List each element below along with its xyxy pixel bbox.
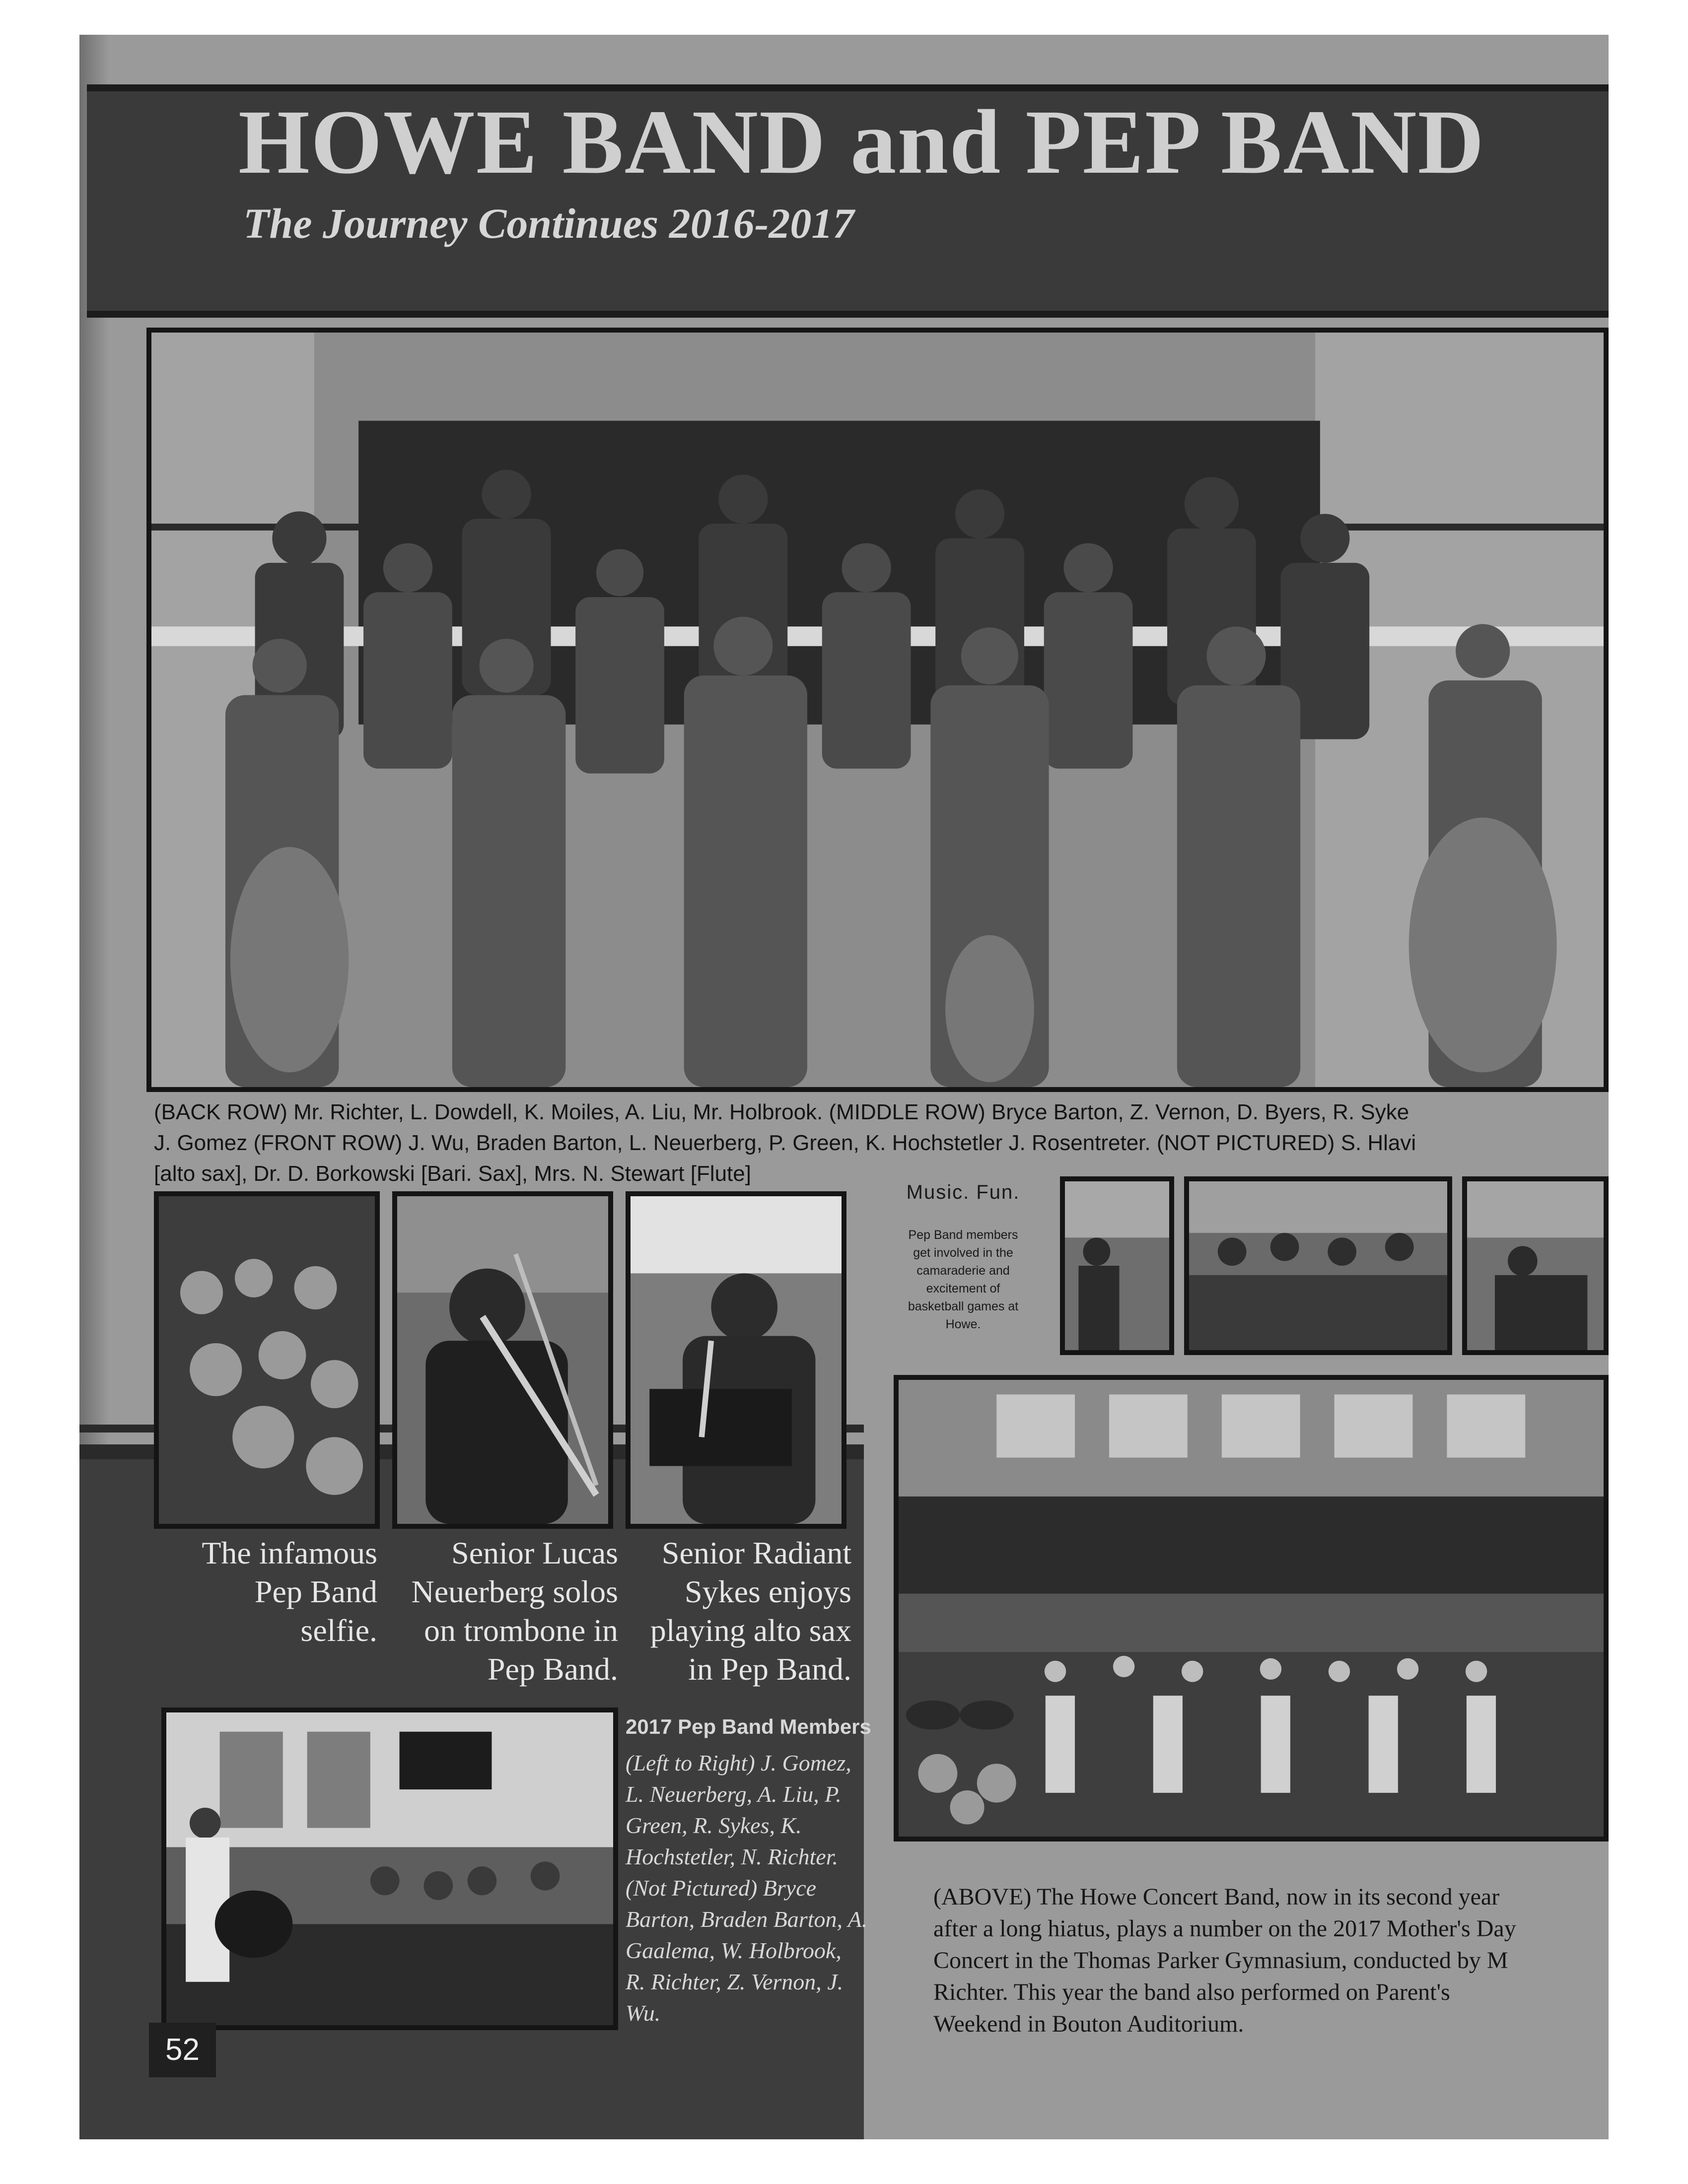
members-line: (Not Pictured) Bryce [626, 1875, 817, 1901]
alto-sax-caption [616, 1534, 851, 1689]
caption-line: Weekend in Bouton Auditorium. [933, 2011, 1244, 2037]
members-line: Gaalema, W. Holbrook, [626, 1938, 842, 1963]
members-line: (Left to Right) J. Gomez, [626, 1750, 851, 1775]
trombone-image [397, 1196, 608, 1524]
pep-band-photo-1 [1060, 1176, 1174, 1355]
yearbook-page [79, 35, 1609, 2139]
caption-line: The infamous [202, 1535, 377, 1570]
pep-band-photo-3 [1462, 1176, 1609, 1355]
concert-band-image [899, 1380, 1604, 1837]
caption-line: Pep Band. [487, 1651, 618, 1687]
concert-band-caption [933, 1881, 1609, 2040]
caption-line: Pep Band [254, 1574, 377, 1609]
caption-line: (BACK ROW) Mr. Richter, L. Dowdell, K. Moiles, A. Liu, Mr. Holbrook. (MIDDLE ROW) Bryce Barton, Z. Vernon, D. Byers, R. Syke [154, 1100, 1409, 1124]
concert-band-photo [894, 1375, 1609, 1842]
members-line: Hochstetler, N. Richter. [626, 1844, 838, 1869]
members-line: R. Richter, Z. Vernon, J. [626, 1969, 844, 1994]
caption-line: Richter. This year the band also performed on Parent's [933, 1979, 1450, 2005]
page-title: HOWE BAND and PEP BAND [238, 91, 1485, 193]
caption-line: playing alto sax [650, 1613, 851, 1648]
caption-line: after a long hiatus, plays a number on the 2017 Mother's Day [933, 1915, 1516, 1942]
pep-band-image-3 [1467, 1181, 1604, 1350]
page-number: 52 [149, 2023, 216, 2077]
bleachers-image [166, 1712, 613, 2025]
alto-sax-photo [626, 1191, 846, 1529]
members-title: 2017 Pep Band Members [626, 1715, 871, 1738]
caption-line: on trombone in [423, 1613, 618, 1648]
members-line: Wu. [626, 2000, 661, 2026]
page-subtitle: The Journey Continues 2016-2017 [243, 200, 854, 247]
music-fun-line: camaraderie and [916, 1264, 1010, 1278]
group-photo-caption [154, 1097, 1604, 1189]
pep-band-image-1 [1065, 1181, 1169, 1350]
members-line: Green, R. Sykes, K. [626, 1813, 802, 1838]
group-photo [146, 328, 1609, 1092]
caption-line: Neuerberg solos [411, 1574, 618, 1609]
music-fun-text [874, 1226, 1053, 1333]
caption-line: (ABOVE) The Howe Concert Band, now in its second year [933, 1884, 1500, 1910]
members-line: Barton, Braden Barton, A. [626, 1907, 868, 1932]
music-fun-line: excitement of [926, 1282, 1000, 1296]
alto-sax-image [631, 1196, 842, 1524]
caption-line: selfie. [300, 1613, 377, 1648]
members-line: L. Neuerberg, A. Liu, P. [626, 1781, 842, 1807]
caption-line: Senior Lucas [451, 1535, 618, 1570]
trombone-caption [380, 1534, 618, 1689]
group-photo-image [151, 333, 1604, 1087]
selfie-image [159, 1196, 375, 1524]
caption-line: Senior Radiant [661, 1535, 851, 1570]
selfie-caption [139, 1534, 377, 1650]
caption-line: Sykes enjoys [685, 1574, 851, 1609]
selfie-photo [154, 1191, 380, 1529]
trombone-photo [392, 1191, 613, 1529]
caption-line: Concert in the Thomas Parker Gymnasium, conducted by M [933, 1947, 1508, 1974]
music-fun-heading: Music. Fun. [906, 1181, 1020, 1203]
caption-line: in Pep Band. [688, 1651, 851, 1687]
bleachers-photo [161, 1707, 618, 2030]
music-fun-line: Howe. [945, 1317, 981, 1331]
music-fun-line: basketball games at [908, 1299, 1019, 1313]
caption-line: [alto sax], Dr. D. Borkowski [Bari. Sax], Mrs. N. Stewart [Flute] [154, 1161, 751, 1186]
pep-band-image-2 [1189, 1181, 1447, 1350]
members-list [626, 1747, 867, 2029]
music-fun-line: get involved in the [913, 1246, 1013, 1260]
caption-line: J. Gomez (FRONT ROW) J. Wu, Braden Barton, L. Neuerberg, P. Green, K. Hochstetler J. Rosentreter. (NOT PICTURED) S. Hlavi [154, 1131, 1416, 1155]
pep-band-photo-2 [1184, 1176, 1452, 1355]
music-fun-line: Pep Band members [908, 1228, 1018, 1242]
